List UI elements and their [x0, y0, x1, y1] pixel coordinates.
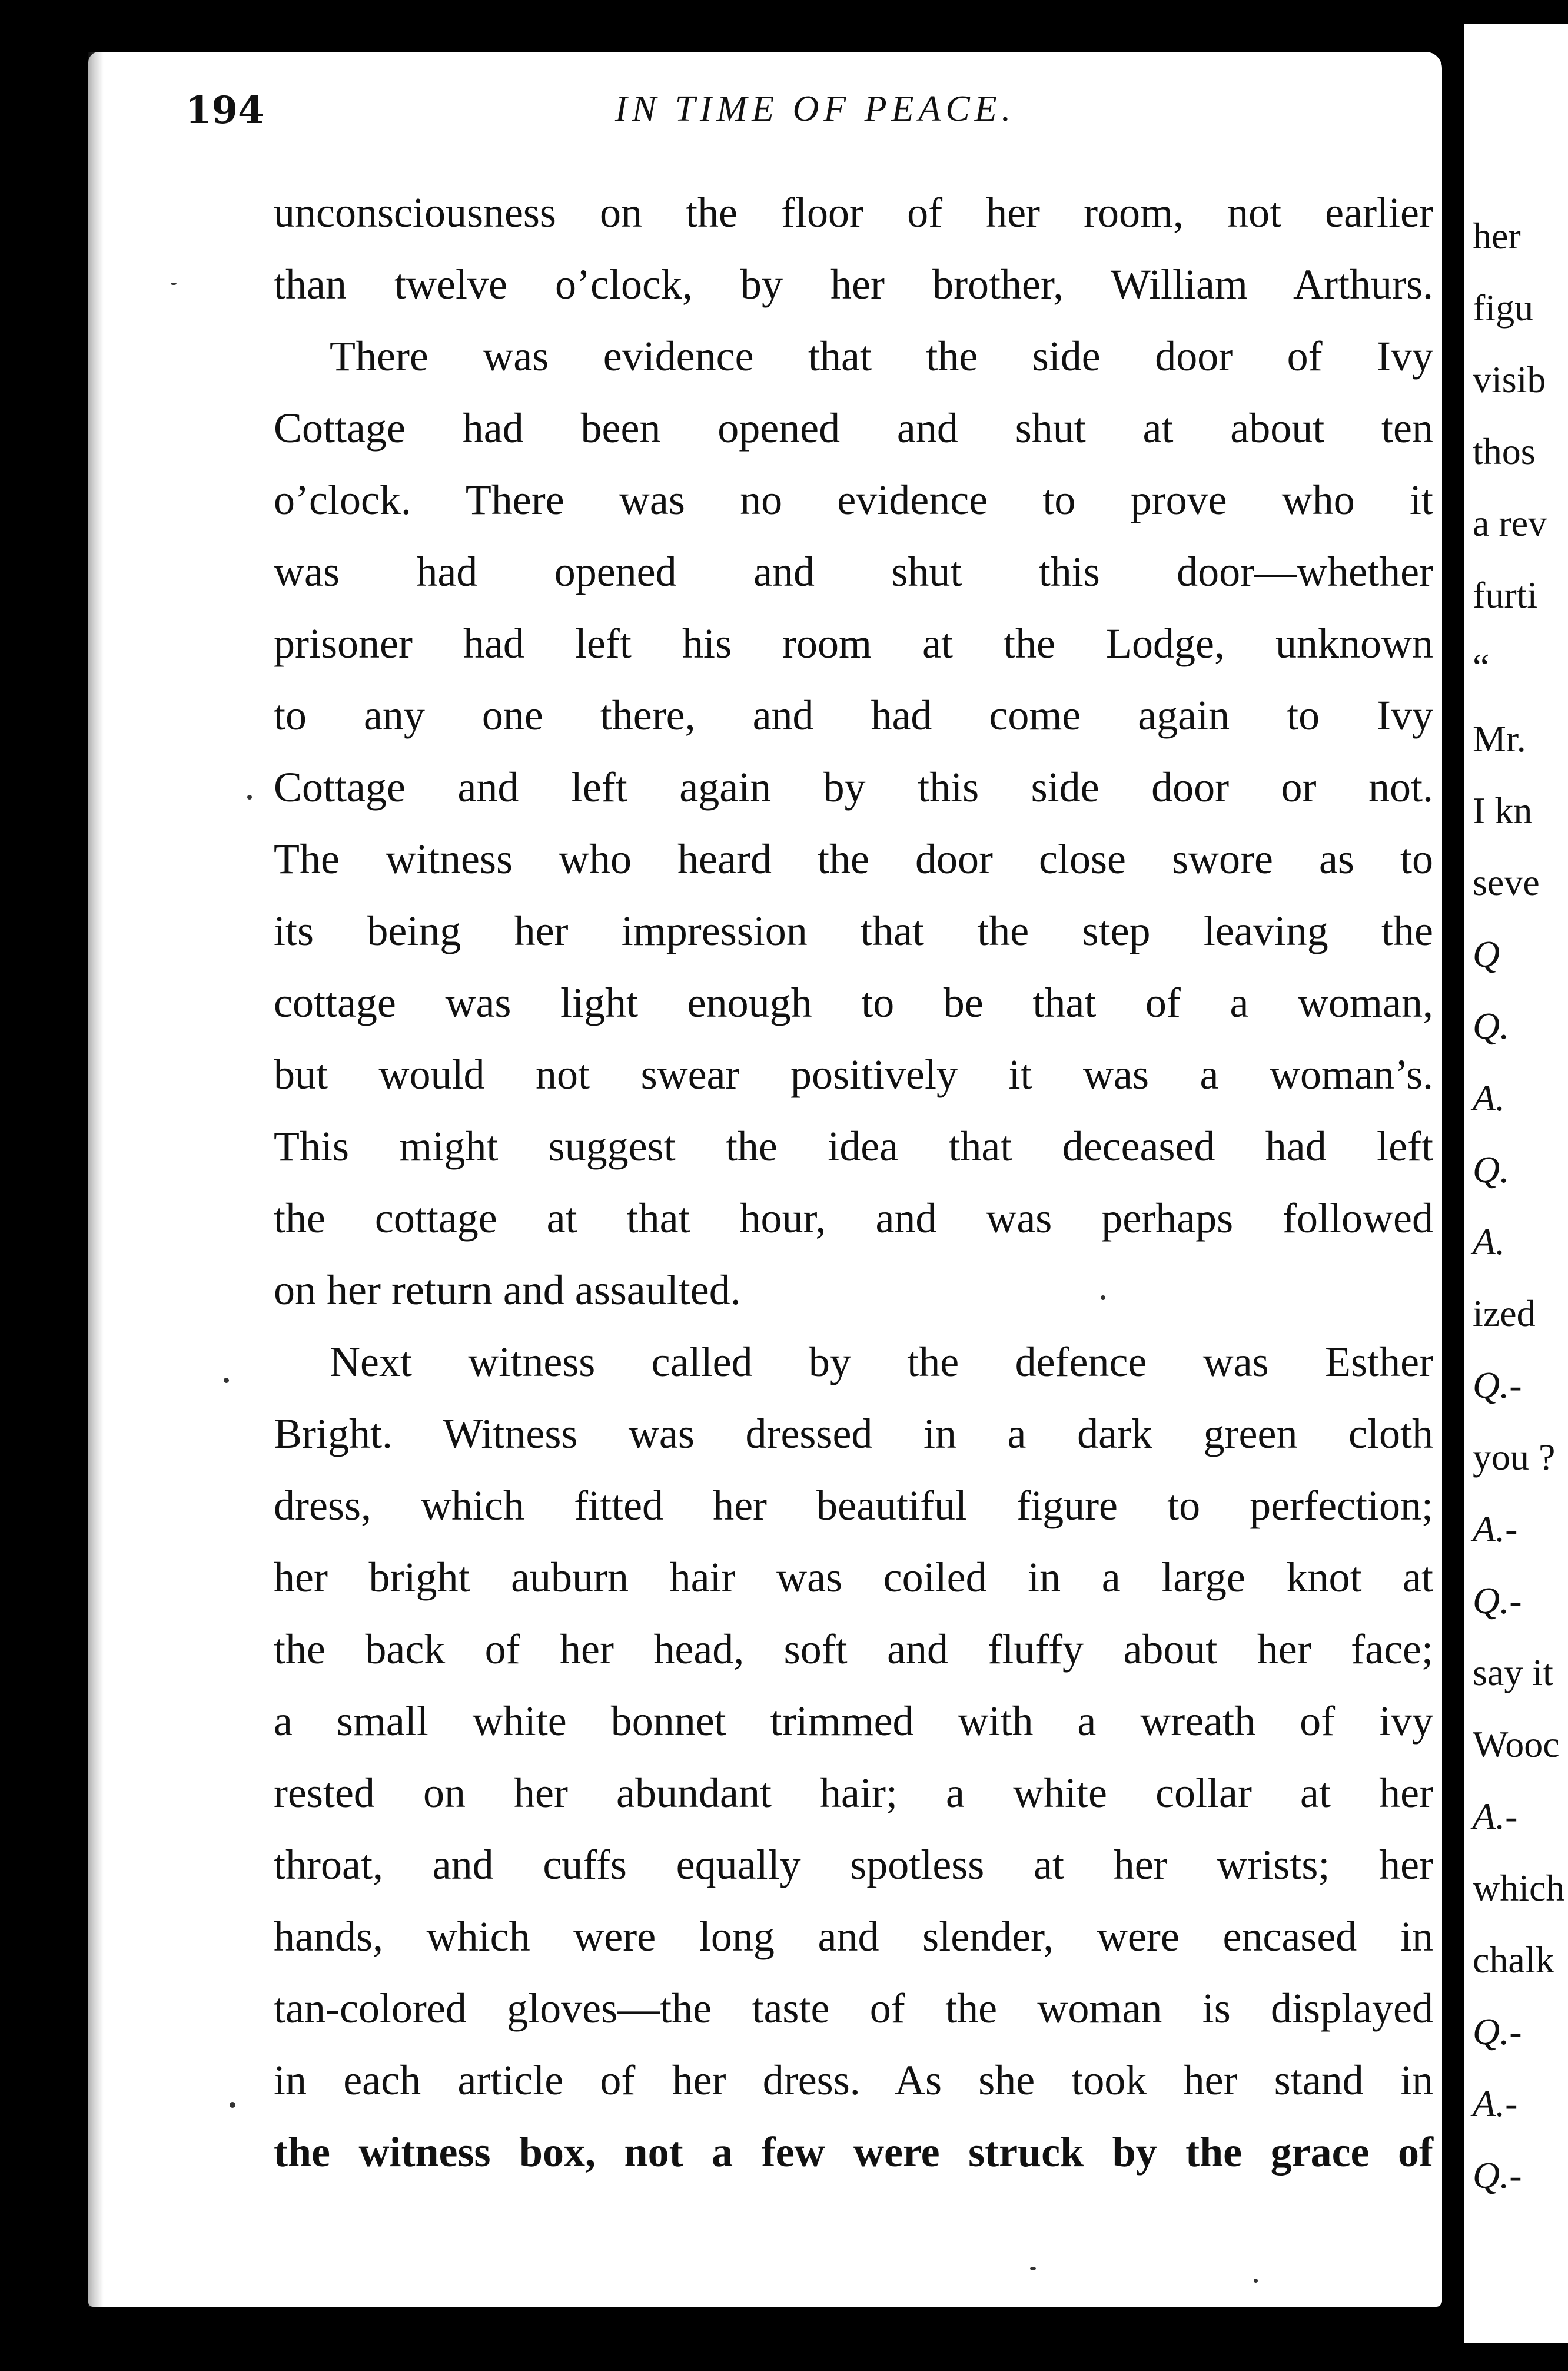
facing-line: A.- — [1473, 1795, 1518, 1837]
running-title: IN TIME OF PEACE. — [615, 89, 1016, 129]
text-line: Cottage and left again by this side door or not. — [274, 764, 1433, 811]
text-line: on her return and assaulted. — [274, 1266, 741, 1314]
facing-line: A.- — [1473, 1508, 1518, 1550]
text-line: throat, and cuffs equally spotless at her wrists; her — [274, 1841, 1433, 1888]
facing-line: chalk — [1473, 1939, 1554, 1981]
text-line: its being her impression that the step leaving the — [274, 907, 1433, 954]
scan-speck — [1030, 2267, 1036, 2270]
facing-line: A.- — [1473, 2082, 1518, 2124]
facing-line: A. — [1473, 1077, 1506, 1119]
facing-line: her — [1473, 215, 1521, 257]
text-line: rested on her abundant hair; a white collar at her — [274, 1769, 1433, 1816]
text-line: the cottage at that hour, and was perhaps followed — [274, 1195, 1433, 1242]
text-line: but would not swear positively it was a woman’s. — [274, 1051, 1433, 1098]
facing-line: Q. — [1473, 1149, 1510, 1191]
text-line: This might suggest the idea that deceased had left — [274, 1123, 1433, 1170]
facing-line: A. — [1473, 1221, 1506, 1262]
text-line: to any one there, and had come again to Ivy — [274, 692, 1433, 739]
text-line: the witness box, not a few were struck by the grace of — [274, 2128, 1433, 2176]
text-line: a small white bonnet trimmed with a wreath of ivy — [274, 1697, 1433, 1745]
facing-line: “ — [1473, 646, 1490, 688]
text-line: There was evidence that the side door of Ivy — [330, 333, 1433, 380]
text-line: in each article of her dress. As she took her stand in — [274, 2057, 1433, 2104]
facing-line: Q. — [1473, 1005, 1510, 1047]
facing-line: Q.- — [1473, 1364, 1522, 1406]
text-line: was had opened and shut this door—whether — [274, 548, 1433, 595]
text-line: unconsciousness on the floor of her room, not earlier — [274, 189, 1433, 236]
facing-line: seve — [1473, 861, 1540, 903]
facing-line: furti — [1473, 574, 1538, 616]
text-line: dress, which fitted her beautiful figure to perfection; — [274, 1482, 1433, 1529]
text-line: prisoner had left his room at the Lodge, unknown — [274, 620, 1433, 667]
facing-line: ized — [1473, 1292, 1536, 1334]
facing-line: I kn — [1473, 790, 1533, 831]
text-line: Bright. Witness was dressed in a dark green cloth — [274, 1410, 1433, 1457]
scan-speck — [171, 283, 177, 285]
facing-line: Wooc — [1473, 1723, 1560, 1765]
facing-line: a rev — [1473, 502, 1547, 544]
page-edge-shadow — [88, 52, 104, 2307]
scan-speck — [1254, 2279, 1258, 2283]
scan-speck — [1101, 1295, 1105, 1300]
text-line: than twelve o’clock, by her brother, William Arthurs. — [274, 261, 1433, 308]
text-line: the back of her head, soft and fluffy about her face; — [274, 1626, 1433, 1673]
facing-line: Q — [1473, 933, 1500, 975]
text-line: tan-colored gloves—the taste of the woman is displayed — [274, 1985, 1433, 2032]
text-line: Cottage had been opened and shut at about ten — [274, 404, 1433, 452]
facing-page — [1464, 24, 1568, 2343]
scan-speck — [247, 795, 252, 800]
text-line: o’clock. There was no evidence to prove who it — [274, 476, 1433, 523]
facing-line: Q.- — [1473, 1580, 1522, 1621]
book-binding-gutter — [1443, 18, 1464, 2349]
scan-speck — [224, 1378, 229, 1383]
text-line: The witness who heard the door close swore as to — [274, 835, 1433, 883]
facing-line: figu — [1473, 287, 1534, 329]
facing-line: say it — [1473, 1652, 1553, 1693]
facing-line: you ? — [1473, 1436, 1556, 1478]
text-line: Next witness called by the defence was Esther — [330, 1338, 1433, 1385]
facing-line: thos — [1473, 430, 1536, 472]
facing-page-text — [1473, 200, 1568, 2211]
facing-line: which — [1473, 1867, 1565, 1909]
scan-speck — [230, 2102, 235, 2108]
page-number: 194 — [185, 88, 264, 132]
body-text — [274, 177, 1433, 2188]
facing-line: Q.- — [1473, 2154, 1522, 2196]
text-line: cottage was light enough to be that of a woman, — [274, 979, 1433, 1026]
text-line: hands, which were long and slender, were encased in — [274, 1913, 1433, 1960]
page-header — [185, 88, 1392, 141]
facing-line: visib — [1473, 359, 1546, 400]
facing-line: Q.- — [1473, 2011, 1522, 2052]
facing-line: Mr. — [1473, 718, 1526, 760]
text-line: her bright auburn hair was coiled in a large knot at — [274, 1554, 1433, 1601]
